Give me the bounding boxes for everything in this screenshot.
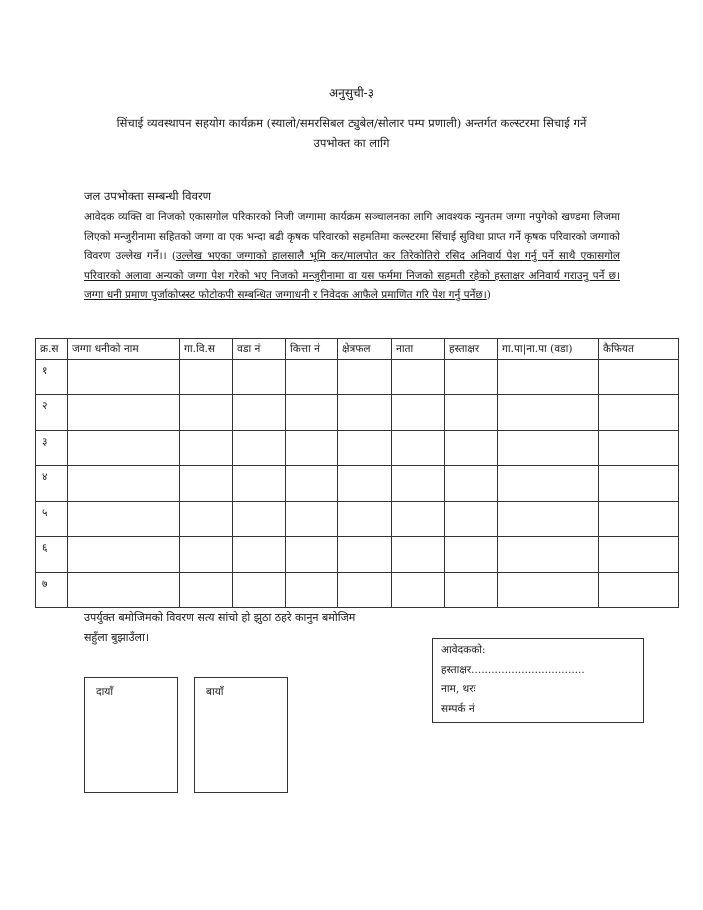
table-cell[interactable] (233, 572, 286, 607)
table-cell[interactable] (338, 360, 392, 395)
table-cell[interactable] (338, 572, 392, 607)
table-cell[interactable] (286, 430, 338, 465)
table-cell[interactable] (338, 537, 392, 572)
table-row (36, 466, 679, 501)
table-row (36, 360, 679, 395)
schedule-title: अनुसुची-३ (329, 86, 374, 100)
table-cell[interactable] (180, 466, 233, 501)
table-cell[interactable] (338, 466, 392, 501)
table-row (36, 572, 679, 607)
serial-number-cell: ३ (36, 430, 68, 465)
table-cell[interactable] (445, 501, 498, 536)
table-cell[interactable] (498, 430, 599, 465)
column-header: कित्ता नं (286, 339, 338, 360)
table-cell[interactable] (338, 501, 392, 536)
column-header: क्र.स (36, 339, 68, 360)
table-cell[interactable] (445, 430, 498, 465)
table-cell[interactable] (338, 395, 392, 430)
table-cell[interactable] (445, 537, 498, 572)
table-cell[interactable] (392, 572, 445, 607)
table-cell[interactable] (445, 572, 498, 607)
table-cell[interactable] (233, 466, 286, 501)
form-heading-line2: उपभोक्त का लागि (313, 136, 390, 150)
table-cell[interactable] (68, 466, 180, 501)
table-cell[interactable] (599, 466, 679, 501)
table-cell[interactable] (498, 466, 599, 501)
table-cell[interactable] (392, 430, 445, 465)
table-row (36, 537, 679, 572)
table-cell[interactable] (286, 360, 338, 395)
table-header-row (36, 339, 679, 360)
table-cell[interactable] (498, 537, 599, 572)
left-thumbprint-box[interactable] (194, 677, 288, 793)
column-header: गा.वि.स (180, 339, 233, 360)
serial-number-cell: ५ (36, 501, 68, 536)
right-thumbprint-label: दायाँ (96, 686, 114, 698)
applicant-title: आवेदकको: (441, 644, 486, 656)
table-cell[interactable] (286, 395, 338, 430)
table-cell[interactable] (233, 537, 286, 572)
table-cell[interactable] (445, 395, 498, 430)
table-cell[interactable] (599, 572, 679, 607)
column-header: नाता (392, 339, 445, 360)
column-header: गा.पा|ना.पा (वडा) (498, 339, 599, 360)
form-heading-line1: सिंचाई व्यवस्थापन सहयोग कार्यक्रम (स्यालो/समरसिबल ट्युबेल/सोलार पम्प प्रणाली) अन्तर्गत कल्स्टरमा सिचाई गर्ने (116, 116, 587, 130)
instructions-paragraph (84, 208, 620, 306)
section-title: जल उपभोक्ता सम्बन्धी विवरण (84, 189, 211, 203)
table-cell[interactable] (445, 360, 498, 395)
serial-number-cell: ४ (36, 466, 68, 501)
table-cell[interactable] (498, 395, 599, 430)
table-cell[interactable] (233, 395, 286, 430)
column-header: जग्गा धनीको नाम (68, 339, 180, 360)
table-cell[interactable] (392, 537, 445, 572)
serial-number-cell: ७ (36, 572, 68, 607)
left-thumbprint-label: बायाँ (206, 686, 224, 698)
table-cell[interactable] (286, 572, 338, 607)
table-cell[interactable] (68, 537, 180, 572)
applicant-signature-field[interactable]: हस्ताक्षर.................................. (441, 663, 585, 676)
table-cell[interactable] (498, 501, 599, 536)
table-cell[interactable] (599, 501, 679, 536)
table-cell[interactable] (68, 360, 180, 395)
serial-number-cell: ६ (36, 537, 68, 572)
table-cell[interactable] (180, 537, 233, 572)
table-cell[interactable] (180, 501, 233, 536)
table-cell[interactable] (338, 430, 392, 465)
table-cell[interactable] (392, 395, 445, 430)
land-details-table (35, 338, 679, 608)
column-header: वडा नं (233, 339, 286, 360)
right-thumbprint-box[interactable] (84, 677, 178, 793)
applicant-contact-field[interactable]: सम्पर्क नं (441, 702, 475, 715)
column-header: कैफियत (599, 339, 679, 360)
applicant-name-field[interactable]: नाम, थरः (441, 683, 476, 695)
column-header: क्षेत्रफल (338, 339, 392, 360)
table-cell[interactable] (392, 501, 445, 536)
table-cell[interactable] (233, 501, 286, 536)
table-row (36, 430, 679, 465)
table-cell[interactable] (180, 395, 233, 430)
table-cell[interactable] (445, 466, 498, 501)
declaration-line2: सहुँला बुझाउँला। (84, 631, 150, 644)
table-cell[interactable] (392, 360, 445, 395)
table-cell[interactable] (599, 537, 679, 572)
instructions-close: ) (486, 289, 491, 301)
applicant-details-box (432, 638, 644, 723)
instructions-underlined-text: उल्लेख भएका जग्गाको हालसालै भूमि कर/मालपोत कर तिरेकोतिरो रसिद अनिवार्य पेश गर्नु पर्ने साथै एकासगोल परिवारको अलावा अन्यको जग्गा पेश गरेको भए निजको मन्जुरीनामा वा यस फर्ममा निजको सहमती रहेको हस्ताक्षर अनिवार्य गराउनु पर्ने छ। जग्गा धनी प्रमाण पुर्जाकोप्स्स्ट फोटोकपी सम्बन्धित जग्गाधनी र निवेदक आफैले प्रमाणित गरि पेश गर्नु पर्नेछ। (84, 250, 620, 301)
table-cell[interactable] (233, 430, 286, 465)
table-row (36, 501, 679, 536)
table-cell[interactable] (68, 395, 180, 430)
table-cell[interactable] (68, 572, 180, 607)
serial-number-cell: २ (36, 395, 68, 430)
table-cell[interactable] (498, 360, 599, 395)
table-cell[interactable] (599, 360, 679, 395)
table-cell[interactable] (286, 501, 338, 536)
table-cell[interactable] (498, 572, 599, 607)
table-cell[interactable] (68, 430, 180, 465)
table-cell[interactable] (180, 572, 233, 607)
table-cell[interactable] (599, 430, 679, 465)
table-cell[interactable] (180, 430, 233, 465)
table-cell[interactable] (286, 466, 338, 501)
table-cell[interactable] (286, 537, 338, 572)
table-row (36, 395, 679, 430)
declaration-line1: उपर्युक्त बमोजिमको विवरण सत्य सांचो हो झुठा ठहरे कानुन बमोजिम (84, 611, 356, 624)
table-cell[interactable] (68, 501, 180, 536)
serial-number-cell: १ (36, 360, 68, 395)
table-cell[interactable] (392, 466, 445, 501)
table-cell[interactable] (233, 360, 286, 395)
instructions-text: आवेदक व्यक्ति वा निजको एकासगोल परिकारको निजी जग्गामा कार्यक्रम सञ्चालनका लागि आवश्यक न्युनतम जग्गा नपुगेको खण्डमा लिजमा लिएको मन्जुरीनामा सहितको जग्गा वा एक भन्दा बढी कृषक परिवारको सहमतिमा कल्स्टरमा सिंचाई सुविधा प्राप्त गर्ने कृषक परिवारको जग्गाको विवरण उल्लेख गर्ने।। ( (84, 211, 620, 262)
table-cell[interactable] (599, 395, 679, 430)
table-cell[interactable] (180, 360, 233, 395)
declaration (84, 608, 444, 648)
column-header: हस्ताक्षर (445, 339, 498, 360)
